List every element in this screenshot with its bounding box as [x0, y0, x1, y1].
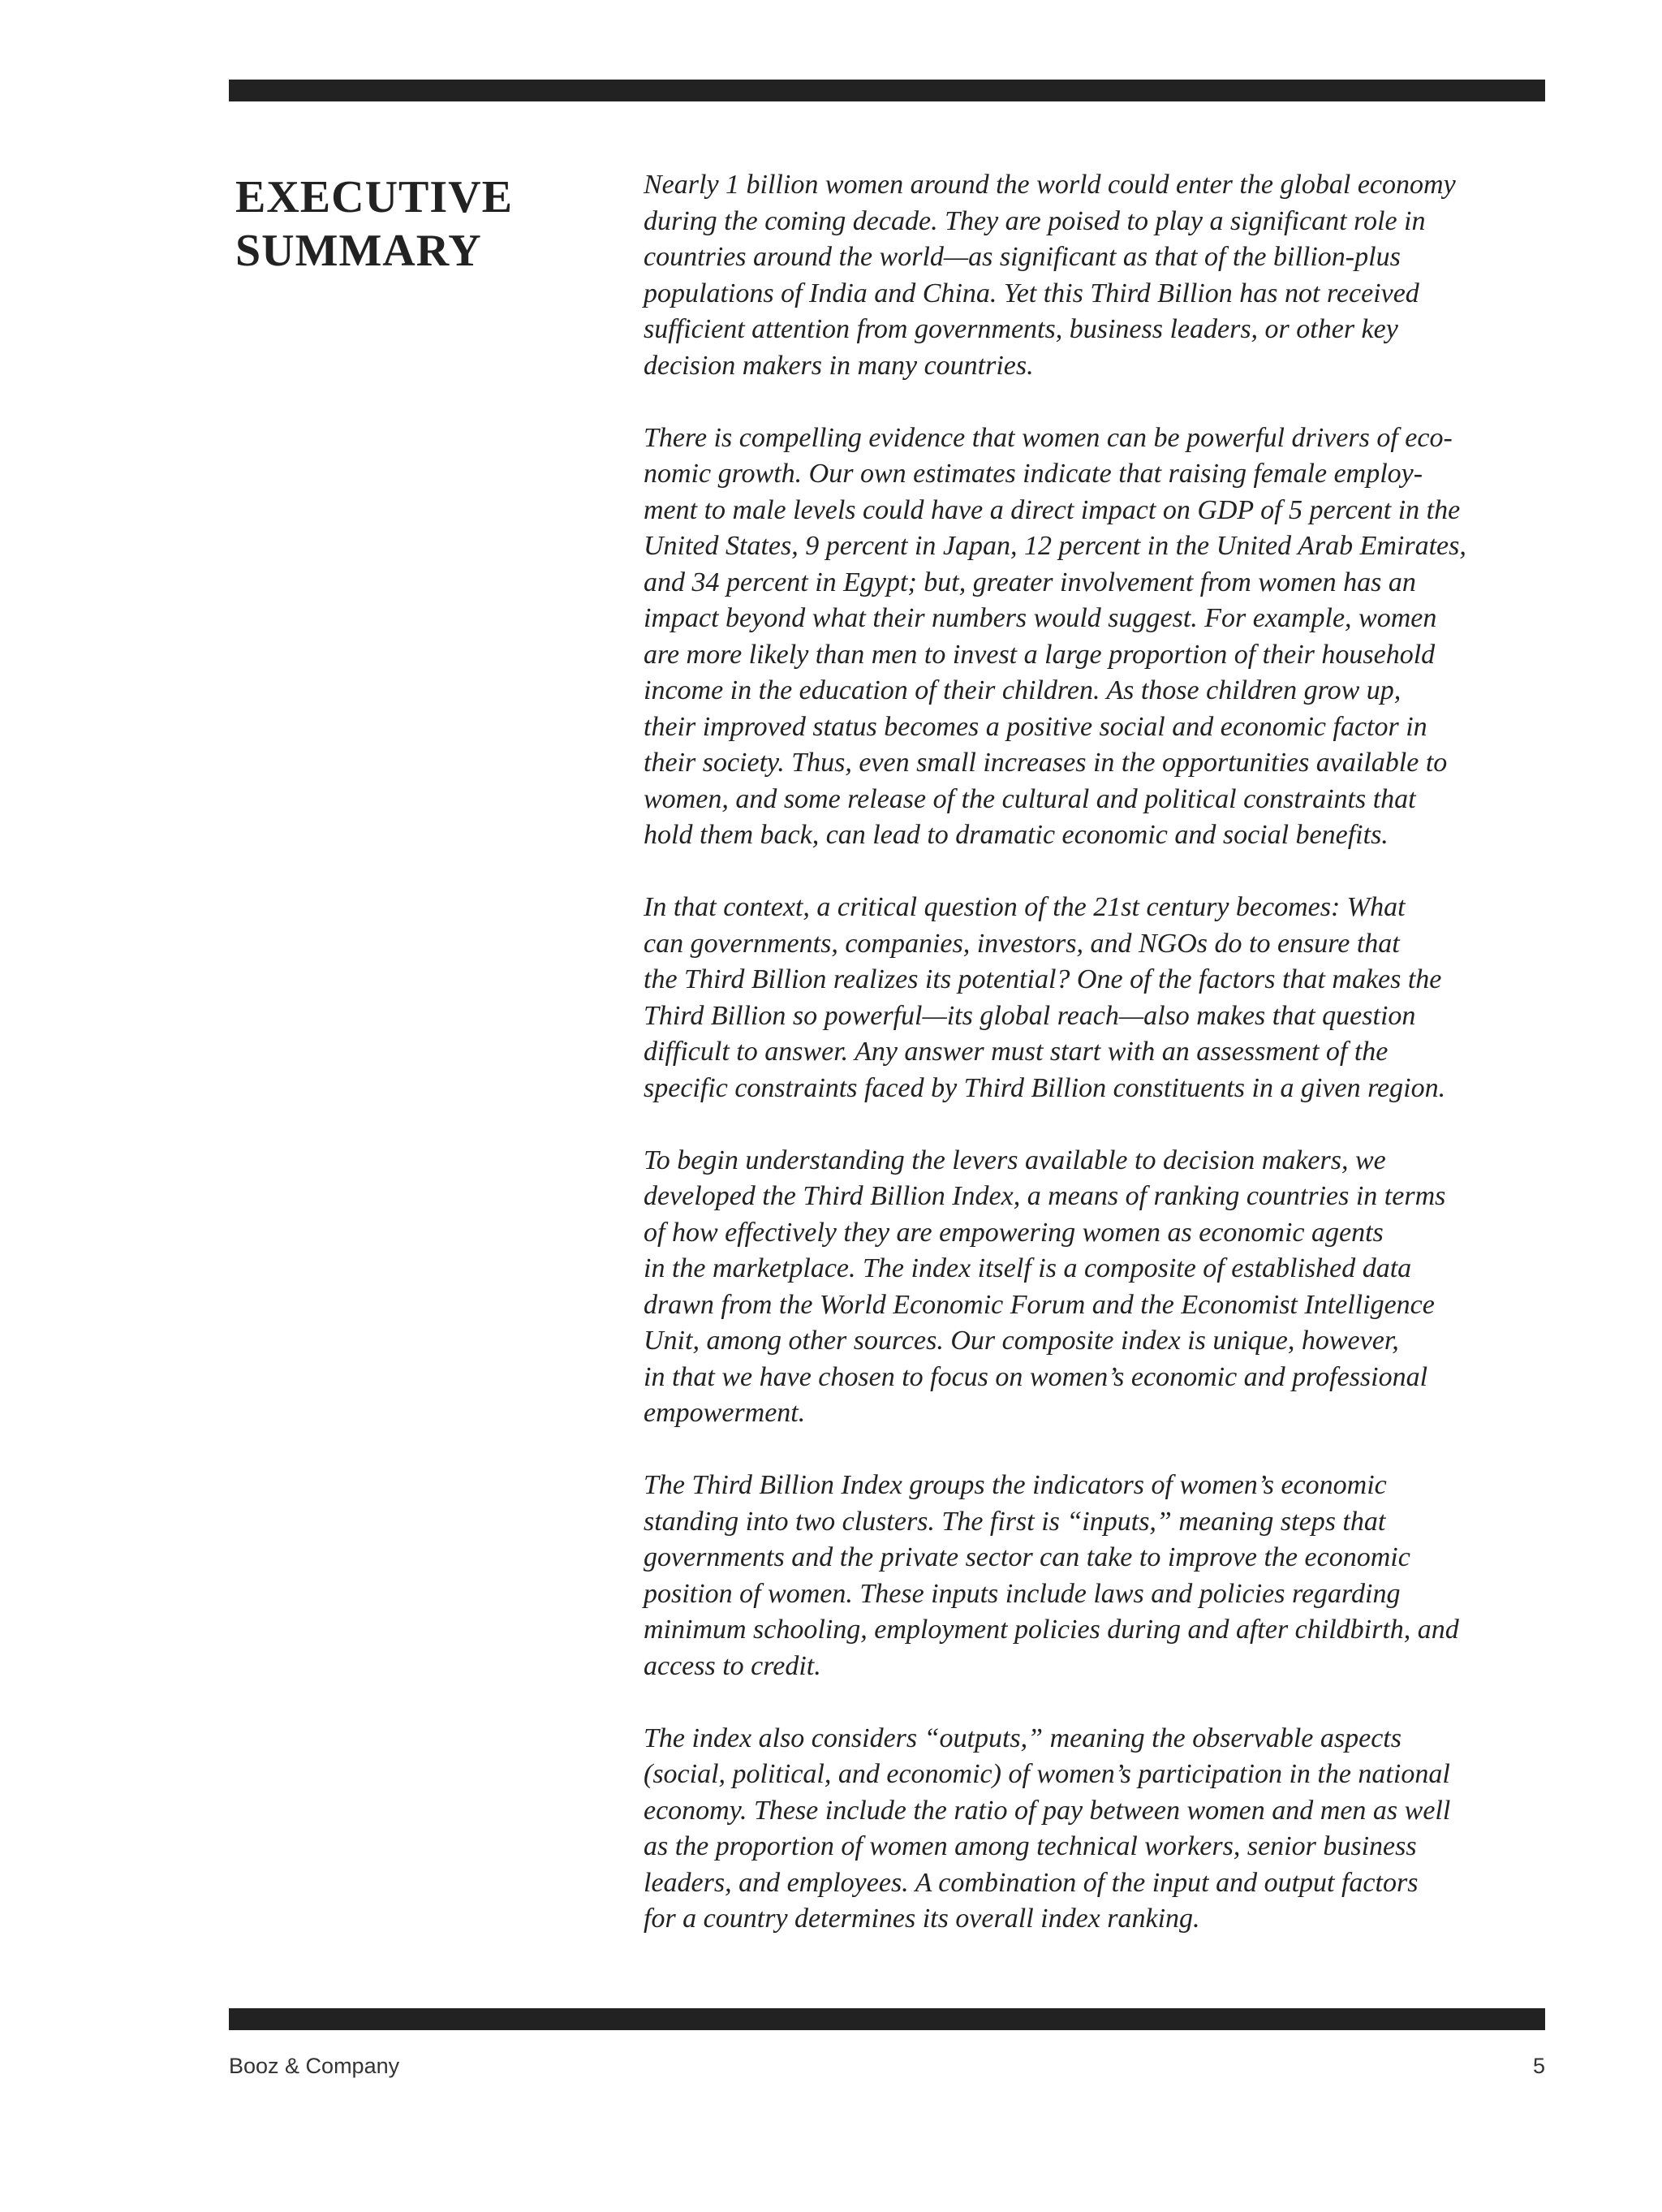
- paragraph-line: Unit, among other sources. Our composite index is unique, however,: [644, 1326, 1399, 1356]
- paragraph-line: countries around the world—as significant as that of the billion-plus: [644, 242, 1401, 272]
- paragraph-line: specific constraints faced by Third Billion constituents in a given region.: [644, 1072, 1446, 1103]
- paragraph-line: sufficient attention from governments, business leaders, or other key: [644, 314, 1398, 344]
- paragraph-line: governments and the private sector can take to improve the economic: [644, 1542, 1410, 1572]
- paragraph-line: in the marketplace. The index itself is a composite of established data: [644, 1253, 1412, 1283]
- paragraph-line: leaders, and employees. A combination of the input and output factors: [644, 1867, 1419, 1898]
- paragraph-line: drawn from the World Economic Forum and the Economist Intelligence: [644, 1289, 1435, 1320]
- paragraph-line: The Third Billion Index groups the indicators of women’s economic: [644, 1470, 1387, 1500]
- footer-page-number: 5: [1532, 2054, 1545, 2078]
- paragraph-line: minimum schooling, employment policies during and after childbirth, and: [644, 1615, 1459, 1645]
- paragraph-line: To begin understanding the levers available to decision makers, we: [644, 1145, 1386, 1175]
- bottom-divider-bar: [229, 2008, 1545, 2030]
- paragraph-line: as the proportion of women among technical workers, senior business: [644, 1831, 1417, 1861]
- paragraph-line: impact beyond what their numbers would suggest. For example, women: [644, 603, 1437, 633]
- paragraph-line: populations of India and China. Yet this Third Billion has not received: [644, 278, 1419, 308]
- paragraph-line: their society. Thus, even small increases in the opportunities available to: [644, 748, 1448, 778]
- paragraph-line: the Third Billion realizes its potential? One of the factors that makes the: [644, 964, 1442, 994]
- paragraph-line: economy. These include the ratio of pay between women and men as well: [644, 1795, 1451, 1826]
- summary-paragraph: [644, 420, 1546, 854]
- paragraph-line: difficult to answer. Any answer must start with an assessment of the: [644, 1037, 1389, 1067]
- paragraph-line: their improved status becomes a positive social and economic factor in: [644, 711, 1427, 742]
- paragraph-line: In that context, a critical question of the 21st century becomes: What: [644, 892, 1406, 922]
- paragraph-line: Third Billion so powerful—its global reach—also makes that question: [644, 1000, 1416, 1031]
- summary-paragraph: [644, 1721, 1546, 1938]
- paragraph-line: during the coming decade. They are poised to play a significant role in: [644, 205, 1426, 236]
- paragraph-line: nomic growth. Our own estimates indicate that raising female employ-: [644, 459, 1423, 489]
- paragraph-line: can governments, companies, investors, and NGOs do to ensure that: [644, 928, 1400, 959]
- paragraph-line: and 34 percent in Egypt; but, greater involvement from women has an: [644, 567, 1416, 597]
- paragraph-line: United States, 9 percent in Japan, 12 percent in the United Arab Emirates,: [644, 531, 1466, 561]
- paragraph-line: position of women. These inputs include laws and policies regarding: [644, 1578, 1401, 1609]
- paragraph-line: Nearly 1 billion women around the world could enter the global economy: [644, 170, 1456, 200]
- paragraph-line: standing into two clusters. The first is “inputs,” meaning steps that: [644, 1506, 1386, 1537]
- paragraph-line: empowerment.: [644, 1398, 806, 1428]
- paragraph-line: The index also considers “outputs,” meaning the observable aspects: [644, 1723, 1402, 1753]
- paragraph-line: in that we have chosen to focus on women’s economic and professional: [644, 1361, 1428, 1392]
- summary-paragraph: [644, 890, 1546, 1106]
- paragraph-line: ment to male levels could have a direct impact on GDP of 5 percent in the: [644, 494, 1461, 525]
- summary-paragraph: [644, 1468, 1546, 1684]
- paragraph-line: for a country determines its overall index ranking.: [644, 1904, 1200, 1934]
- paragraph-line: are more likely than men to invest a large proportion of their household: [644, 639, 1436, 670]
- section-heading-line-2: SUMMARY: [235, 226, 482, 276]
- paragraph-line: decision makers in many countries.: [644, 350, 1034, 381]
- paragraph-line: women, and some release of the cultural and political constraints that: [644, 783, 1416, 814]
- paragraph-line: income in the education of their children. As those children grow up,: [644, 675, 1402, 705]
- paragraph-line: developed the Third Billion Index, a means of ranking countries in terms: [644, 1181, 1446, 1211]
- paragraph-line: of how effectively they are empowering women as economic agents: [644, 1217, 1384, 1248]
- footer-publisher: Booz & Company: [229, 2054, 400, 2078]
- paragraph-line: hold them back, can lead to dramatic economic and social benefits.: [644, 820, 1389, 850]
- paragraph-line: There is compelling evidence that women can be powerful drivers of eco-: [644, 422, 1453, 453]
- top-divider-bar: [229, 80, 1545, 101]
- summary-paragraph: [644, 167, 1546, 384]
- summary-body: [644, 167, 1546, 1973]
- summary-paragraph: [644, 1143, 1546, 1432]
- paragraph-line: (social, political, and economic) of women’s participation in the national: [644, 1759, 1450, 1789]
- section-heading: [235, 170, 560, 278]
- section-heading-line-1: EXECUTIVE: [235, 172, 513, 222]
- paragraph-line: access to credit.: [644, 1650, 821, 1681]
